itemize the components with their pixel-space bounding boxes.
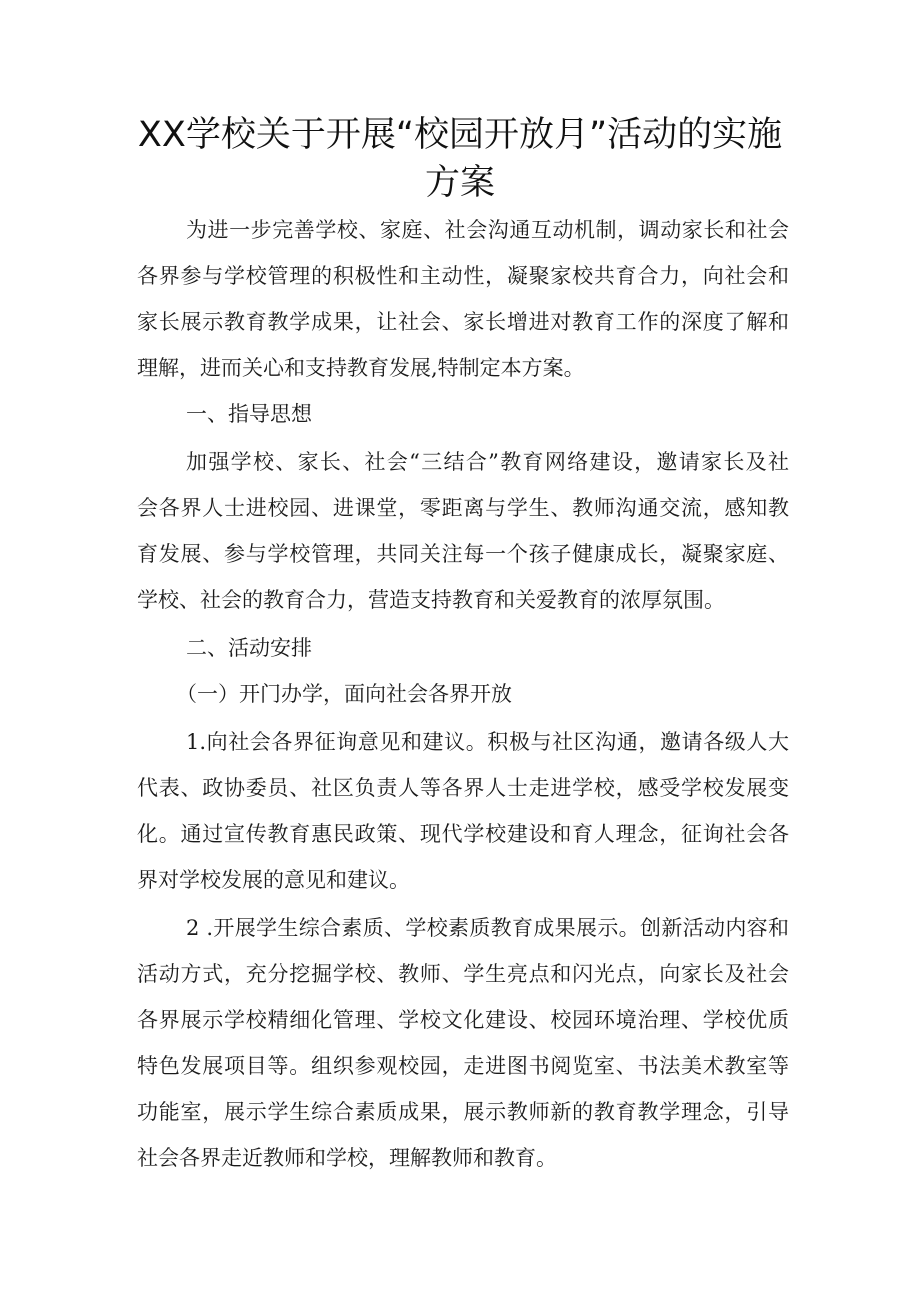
item-2-line: 功能室，展示学生综合素质成果，展示教师新的教育教学理念，引导 — [137, 1100, 789, 1124]
item-2-line: 各界展示学校精细化管理、学校文化建设、校园环境治理、学校优质 — [137, 1008, 789, 1032]
section-1-line: 学校、社会的教育合力，营造支持教育和关爱教育的浓厚氛围。 — [137, 588, 725, 612]
section-heading-1: 一、指导思想 — [186, 402, 312, 426]
document-title-line-1: XX学校关于开展“校园开放月”活动的实施 — [137, 115, 783, 155]
document-title-line-2: 方案 — [424, 163, 495, 203]
item-1-line: 界对学校发展的意见和建议。 — [137, 868, 410, 892]
item-2-line: 特色发展项目等。组织参观校园，走进图书阅览室、书法美术教室等 — [137, 1054, 789, 1078]
item-1-line: 1.向社会各界征询意见和建议。积极与社区沟通，邀请各级人大 — [186, 730, 789, 754]
section-1-line: 加强学校、家长、社会“三结合”教育网络建设，邀请家长及社 — [186, 450, 789, 474]
section-heading-2: 二、活动安排 — [186, 636, 312, 660]
intro-line: 理解，进而关心和支持教育发展,特制定本方案。 — [137, 356, 585, 380]
intro-line: 各界参与学校管理的积极性和主动性，凝聚家校共育合力，向社会和 — [137, 264, 789, 288]
item-1-line: 化。通过宣传教育惠民政策、现代学校建设和育人理念，征询社会各 — [137, 822, 789, 846]
section-1-line: 会各界人士进校园、进课堂，零距离与学生、教师沟通交流，感知教 — [137, 496, 789, 520]
subsection-heading-1: （一）开门办学，面向社会各界开放 — [176, 682, 512, 706]
item-1-line: 代表、政协委员、社区负责人等各界人士走进学校，感受学校发展变 — [137, 776, 789, 800]
intro-line: 家长展示教育教学成果，让社会、家长增进对教育工作的深度了解和 — [137, 310, 789, 334]
item-2-line: 活动方式，充分挖掘学校、教师、学生亮点和闪光点，向家长及社会 — [137, 962, 789, 986]
intro-line: 为进一步完善学校、家庭、社会沟通互动机制，调动家长和社会 — [186, 218, 789, 242]
section-1-line: 育发展、参与学校管理，共同关注每一个孩子健康成长，凝聚家庭、 — [137, 542, 789, 566]
item-2-line: 社会各界走近教师和学校，理解教师和教育。 — [137, 1146, 557, 1170]
item-2-line: 2 .开展学生综合素质、学校素质教育成果展示。创新活动内容和 — [186, 916, 789, 940]
